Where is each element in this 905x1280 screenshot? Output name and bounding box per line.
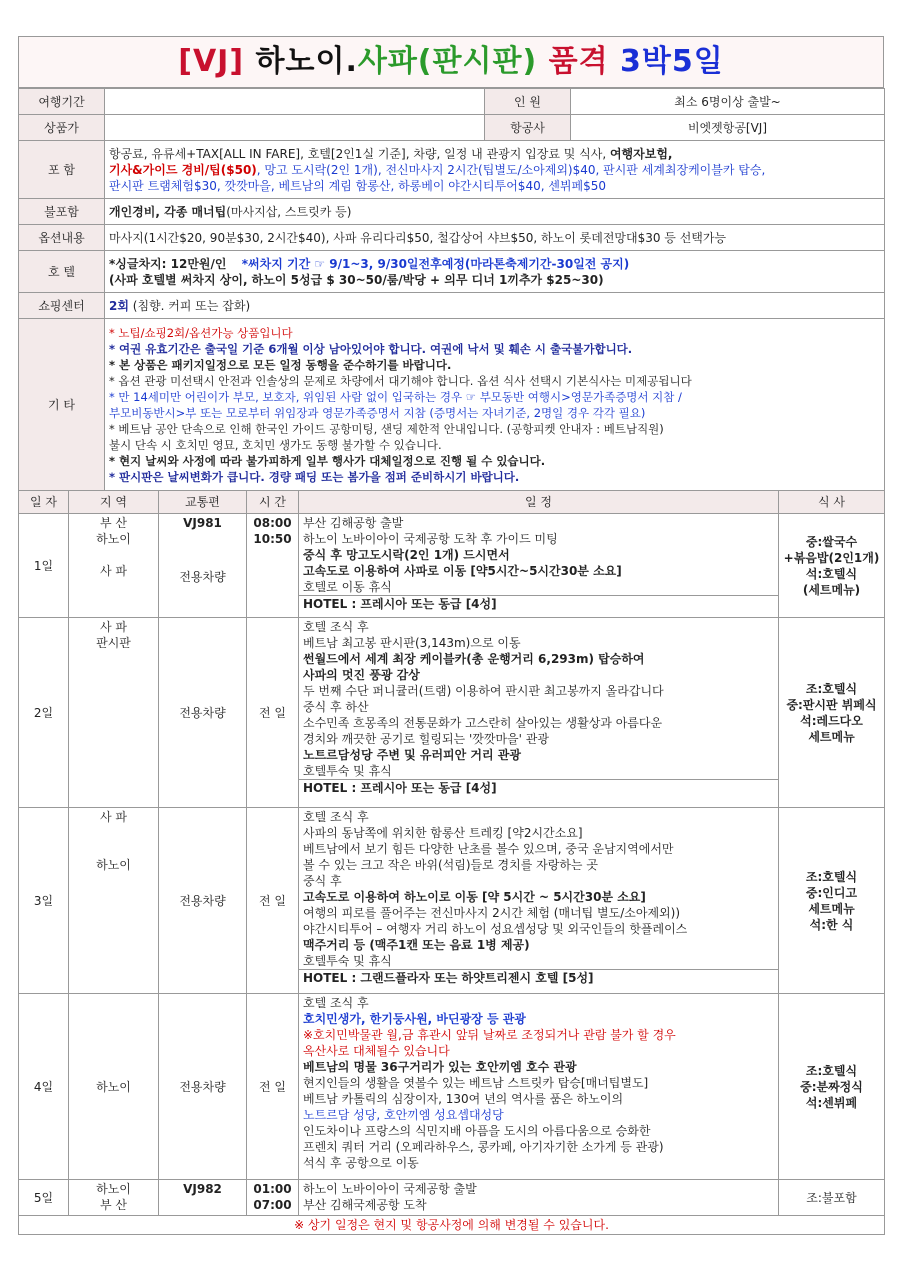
exclude-label: 불포함 xyxy=(19,199,105,225)
surcharge-note: (사파 호텔별 써차지 상이, 하노이 5성급 $ 30~50/룸/박당 + 의무 디너 1끼추가 $25~30) xyxy=(109,272,604,287)
etc-value xyxy=(105,319,885,491)
itinerary-sheet xyxy=(18,36,884,1235)
col-time: 시 간 xyxy=(247,491,299,514)
title-destination: 사파(판시판) xyxy=(357,44,538,79)
itinerary-line: 호텔투숙 및 휴식 xyxy=(303,954,392,968)
itinerary-line: 호텔투숙 및 휴식 xyxy=(303,764,392,778)
day-row xyxy=(19,994,885,1180)
day-meal xyxy=(779,808,885,994)
day-itinerary xyxy=(299,514,779,618)
day-region xyxy=(69,618,159,808)
itinerary-line: 썬월드에서 세계 최장 케이블카(총 운행거리 6,293m) 탑승하여 xyxy=(303,652,645,666)
itinerary-line: 중식 후 하산 xyxy=(303,700,369,714)
meal-line: 석:호텔식 xyxy=(805,566,858,581)
exclude-value xyxy=(105,199,885,225)
itinerary-line: 사파의 동남쪽에 위치한 함롱산 트레킹 [약2시간소요] xyxy=(303,826,583,840)
title-city: 하노이. xyxy=(255,44,358,79)
price-label: 상품가 xyxy=(19,115,105,141)
itinerary-line: 하노이 노바이아이 국제공항 출발 xyxy=(303,1182,477,1196)
meal-line: (세트메뉴) xyxy=(802,582,861,597)
day-region xyxy=(69,808,159,994)
itinerary-line: ※호치민박물관 월,금 휴관시 앞뒤 날짜로 조정되거나 관람 불가 할 경우 xyxy=(303,1028,676,1042)
day-transport xyxy=(159,994,247,1180)
day-region xyxy=(69,514,159,618)
flight-number: VJ982 xyxy=(183,1182,222,1196)
single-charge: *싱글차지: 12만원/인 xyxy=(109,256,227,271)
day-row xyxy=(19,1180,885,1216)
day-itinerary xyxy=(299,994,779,1180)
meal-line: +볶음밥(2인1개) xyxy=(783,550,880,565)
vehicle: 전용차량 xyxy=(179,570,226,584)
day-itinerary xyxy=(299,618,779,808)
itinerary-line: 고속도로 이용하여 사파로 이동 [약5시간~5시간30분 소요] xyxy=(303,564,622,578)
itinerary-line: 중식 후 망고도시락(2인 1개) 드시면서 xyxy=(303,548,510,562)
itinerary-line: 부산 김해국제공항 도착 xyxy=(303,1198,427,1212)
time-value: 전 일 xyxy=(259,705,286,720)
hotel-line: HOTEL : 그랜드플라자 또는 하얏트리젠시 호텔 [5성] xyxy=(299,969,778,986)
day-number: 2일 xyxy=(19,618,69,808)
day-time xyxy=(247,1180,299,1216)
itinerary-line: 여행의 피로를 풀어주는 전신마사지 2시간 체험 (매너팁 별도/소아제외)) xyxy=(303,906,681,920)
day-number: 3일 xyxy=(19,808,69,994)
day-time xyxy=(247,808,299,994)
include-label: 포 함 xyxy=(19,141,105,199)
hotel-label: 호 텔 xyxy=(19,251,105,293)
meal-line: 조:불포함 xyxy=(806,1190,857,1205)
region-line: 사 파 xyxy=(100,810,127,824)
itinerary-line: 베트남 카톨릭의 심장이자, 130여 년의 역사를 품은 하노이의 xyxy=(303,1092,624,1106)
page-title xyxy=(18,36,884,88)
surcharge-period: *써차지 기간 ☞ 9/1~3, 9/30일전후예정(마라톤축제기간-30일전 공지) xyxy=(241,256,630,271)
period-value xyxy=(105,89,485,115)
day-number: 5일 xyxy=(19,1180,69,1216)
region-line: 사 파 xyxy=(100,564,127,578)
itinerary-line: 호텔 조식 후 xyxy=(303,996,369,1010)
itinerary-line: 고속도로 이용하여 하노이로 이동 [약 5시간 ~ 5시간30분 소요] xyxy=(303,890,646,904)
include-line-3: 판시판 트램체험$30, 깟깟마을, 베트남의 계림 함롱산, 하롱베이 야간시티투어$40, 센뷔페$50 xyxy=(109,178,607,193)
region-line xyxy=(73,841,154,857)
itinerary-line: 노트르담 성당, 호안끼엠 성요셉대성당 xyxy=(303,1108,504,1122)
etc-line: * 옵션 관광 미선택시 안전과 인솔상의 문제로 차량에서 대기해야 합니다. 옵션 식사 선택시 기본식사는 미제공됩니다 xyxy=(109,373,692,388)
itinerary-line: 호텔 조식 후 xyxy=(303,810,369,824)
region-line xyxy=(73,825,154,841)
meal-line: 중:쌀국수 xyxy=(805,534,858,549)
itinerary-line: 노트르담성당 주변 및 유러피안 거리 관광 xyxy=(303,748,521,762)
meal-line: 조:호텔식 xyxy=(805,869,858,884)
itinerary-line: 베트남 최고봉 판시판(3,143m)으로 이동 xyxy=(303,636,521,650)
shop-count: 2회 xyxy=(109,298,129,313)
etc-line: * 노팁/쇼핑2회/옵션가능 상품입니다 xyxy=(109,325,293,340)
airline-value: 비엣젯항공[VJ] xyxy=(571,115,885,141)
time-value: 07:00 xyxy=(253,1198,292,1212)
meal-line: 석:센뷔페 xyxy=(805,1095,858,1110)
day-meal xyxy=(779,618,885,808)
region-line: 부 산 xyxy=(100,516,127,530)
itinerary-line: 경치와 깨끗한 공기로 힐링되는 '깟깟마을' 관광 xyxy=(303,732,549,746)
day-region xyxy=(69,994,159,1180)
time-value: 전 일 xyxy=(259,893,286,908)
day-number: 4일 xyxy=(19,994,69,1180)
region-line xyxy=(73,547,154,563)
itinerary-line: 호치민생가, 한기둥사원, 바딘광장 등 관광 xyxy=(303,1012,526,1026)
etc-line: 부모비동반시>부 또는 모로부터 위임장과 영문가족증명서 지참 (증명서는 자녀기준, 2명일 경우 각각 필요) xyxy=(109,405,646,420)
etc-line: * 본 상품은 패키지일정으로 모든 일정 동행을 준수하기를 바랍니다. xyxy=(109,357,452,372)
day-transport xyxy=(159,1180,247,1216)
itinerary-line: 중식 후 xyxy=(303,874,342,888)
include-value xyxy=(105,141,885,199)
etc-line: * 베트남 공안 단속으로 인해 한국인 가이드 공항미팅, 샌딩 제한적 안내입니다. (공항피켓 안내자 : 베트남직원) xyxy=(109,421,664,436)
day-row xyxy=(19,514,885,618)
title-airline-code: [VJ] xyxy=(178,44,245,79)
itinerary-line: 옥산사로 대체될수 있습니다 xyxy=(303,1044,450,1058)
vehicle: 전용차량 xyxy=(179,1079,226,1094)
day-time xyxy=(247,514,299,618)
meal-line: 조:호텔식 xyxy=(805,681,858,696)
vehicle: 전용차량 xyxy=(179,705,226,720)
time-value: 01:00 xyxy=(253,1182,292,1196)
exclude-bold: 개인경비, 각종 매너팁 xyxy=(109,204,227,219)
include-line-2-red: 기사&가이드 경비/팁($50) xyxy=(109,162,257,177)
itinerary-line: 석식 후 공항으로 이동 xyxy=(303,1156,419,1170)
include-line-1: 항공료, 유류세+TAX[ALL IN FARE], 호텔[2인1실 기준], 차량, 일정 내 관광지 입장료 및 식사, xyxy=(109,146,610,161)
meal-line: 석:한 식 xyxy=(809,917,854,932)
day-time xyxy=(247,994,299,1180)
day-meal xyxy=(779,1180,885,1216)
col-transport: 교통편 xyxy=(159,491,247,514)
title-grade: 품격 xyxy=(548,44,609,79)
footer-note: ※ 상기 일정은 현지 및 항공사정에 의해 변경될 수 있습니다. xyxy=(19,1216,885,1235)
hotel-value xyxy=(105,251,885,293)
day-meal xyxy=(779,514,885,618)
col-region: 지 역 xyxy=(69,491,159,514)
day-number: 1일 xyxy=(19,514,69,618)
itinerary-line: 호텔로 이동 휴식 xyxy=(303,580,392,594)
meal-line: 중:판시판 뷔페식 xyxy=(786,697,877,712)
day-meal xyxy=(779,994,885,1180)
itinerary-line: 현지인들의 생활을 엿볼수 있는 베트남 스트릿카 탑승[매너팁별도] xyxy=(303,1076,649,1090)
itinerary-line: 인도차이나 프랑스의 식민지배 아픔을 도시의 아름다움으로 승화한 xyxy=(303,1124,651,1138)
schedule-table xyxy=(18,490,885,1235)
day-itinerary xyxy=(299,1180,779,1216)
meal-line: 중:분짜정식 xyxy=(800,1079,863,1094)
meal-line: 세트메뉴 xyxy=(808,729,855,744)
option-label: 옵션내용 xyxy=(19,225,105,251)
col-itinerary: 일 정 xyxy=(299,491,779,514)
day-time xyxy=(247,618,299,808)
include-line-2: , 망고 도시락(2인 1개), 전신마사지 2시간(팁별도/소아제외)$40, 판시판 세계최장케이블카 탑승, xyxy=(256,162,766,177)
region-line: 하노이 xyxy=(96,532,131,546)
itinerary-line: 소수민족 흐몽족의 전통문화가 고스란히 살아있는 생활상과 아름다운 xyxy=(303,716,663,730)
region-line: 부 산 xyxy=(100,1198,127,1212)
flight-number: VJ981 xyxy=(183,516,222,530)
people-label: 인 원 xyxy=(485,89,571,115)
include-line-1-bold: 여행자보험, xyxy=(609,146,673,161)
title-duration: 3박5일 xyxy=(620,44,724,79)
etc-line: 불시 단속 시 호치민 영묘, 호치민 생가도 동행 불가할 수 있습니다. xyxy=(109,437,442,452)
option-value: 마사지(1시간$20, 90분$30, 2시간$40), 사파 유리다리$50, 철갑상어 샤브$50, 하노이 롯데전망대$30 등 선택가능 xyxy=(105,225,885,251)
etc-line: * 여권 유효기간은 출국일 기준 6개월 이상 남아있어야 합니다. 여권에 낙서 및 훼손 시 출국불가합니다. xyxy=(109,341,633,356)
itinerary-line: 볼 수 있는 크고 작은 바위(석림)들로 경치를 자랑하는 곳 xyxy=(303,858,598,872)
region-line: 하노이 xyxy=(96,1182,131,1196)
etc-line: * 현지 날씨와 사정에 따라 불가피하게 일부 행사가 대체일정으로 진행 될 수 있습니다. xyxy=(109,453,546,468)
vehicle: 전용차량 xyxy=(179,893,226,908)
region-line: 하노이 xyxy=(96,1079,131,1094)
itinerary-line: 호텔 조식 후 xyxy=(303,620,369,634)
people-value: 최소 6명이상 출발~ xyxy=(571,89,885,115)
region-line: 판시판 xyxy=(96,636,131,650)
meal-line: 세트메뉴 xyxy=(808,901,855,916)
itinerary-line: 베트남에서 보기 힘든 다양한 난초를 볼수 있으며, 중국 운남지역에서만 xyxy=(303,842,674,856)
period-label: 여행기간 xyxy=(19,89,105,115)
etc-line: * 판시판은 날씨변화가 큽니다. 경량 패딩 또는 봄가을 점퍼 준비하시기 바랍니다. xyxy=(109,469,520,484)
itinerary-line: 하노이 노바이아이 국제공항 도착 후 가이드 미팅 xyxy=(303,532,558,546)
airline-label: 항공사 xyxy=(485,115,571,141)
meal-line: 석:레드다오 xyxy=(800,713,863,728)
region-line: 사 파 xyxy=(100,620,127,634)
col-day: 일 자 xyxy=(19,491,69,514)
itinerary-line: 부산 김해공항 출발 xyxy=(303,516,404,530)
region-line: 하노이 xyxy=(96,858,131,872)
time-value: 08:00 xyxy=(253,516,292,530)
day-row xyxy=(19,618,885,808)
itinerary-line: 야간시티투어 – 여행자 거리 하노이 성요셉성당 및 외국인들의 핫플레이스 xyxy=(303,922,688,936)
exclude-rest: (마사지삽, 스트릿카 등) xyxy=(226,204,352,219)
day-row xyxy=(19,808,885,994)
price-value xyxy=(105,115,485,141)
meal-line: 조:호텔식 xyxy=(805,1063,858,1078)
itinerary-line: 두 번째 수단 퍼니큘러(트램) 이용하여 판시판 최고봉까지 올라갑니다 xyxy=(303,684,664,698)
day-region xyxy=(69,1180,159,1216)
hotel-line: HOTEL : 프레시아 또는 동급 [4성] xyxy=(299,779,778,796)
itinerary-line: 프렌치 쿼터 거리 (오페라하우스, 콩카페, 아기자기한 소가게 등 관광) xyxy=(303,1140,664,1154)
day-itinerary xyxy=(299,808,779,994)
itinerary-line: 사파의 멋진 풍광 감상 xyxy=(303,668,420,682)
hotel-line: HOTEL : 프레시아 또는 동급 [4성] xyxy=(299,595,778,612)
time-value: 전 일 xyxy=(259,1079,286,1094)
shop-value xyxy=(105,293,885,319)
day-transport xyxy=(159,808,247,994)
shop-items: (침향. 커피 또는 잡화) xyxy=(128,298,251,313)
day-transport xyxy=(159,514,247,618)
time-value: 10:50 xyxy=(253,532,292,546)
itinerary-line: 맥주거리 등 (맥주1캔 또는 음료 1병 제공) xyxy=(303,938,530,952)
itinerary-line: 베트남의 명물 36구거리가 있는 호안끼엠 호수 관광 xyxy=(303,1060,577,1074)
day-transport xyxy=(159,618,247,808)
info-table xyxy=(18,88,885,491)
etc-line: * 만 14세미만 어린이가 부모, 보호자, 위임된 사람 없이 입국하는 경우 ☞ 부모동반 여행시>영문가족증명서 지참 / xyxy=(109,389,682,404)
shop-label: 쇼핑센터 xyxy=(19,293,105,319)
meal-line: 중:인디고 xyxy=(805,885,858,900)
col-meal: 식 사 xyxy=(779,491,885,514)
etc-label: 기 타 xyxy=(19,319,105,491)
